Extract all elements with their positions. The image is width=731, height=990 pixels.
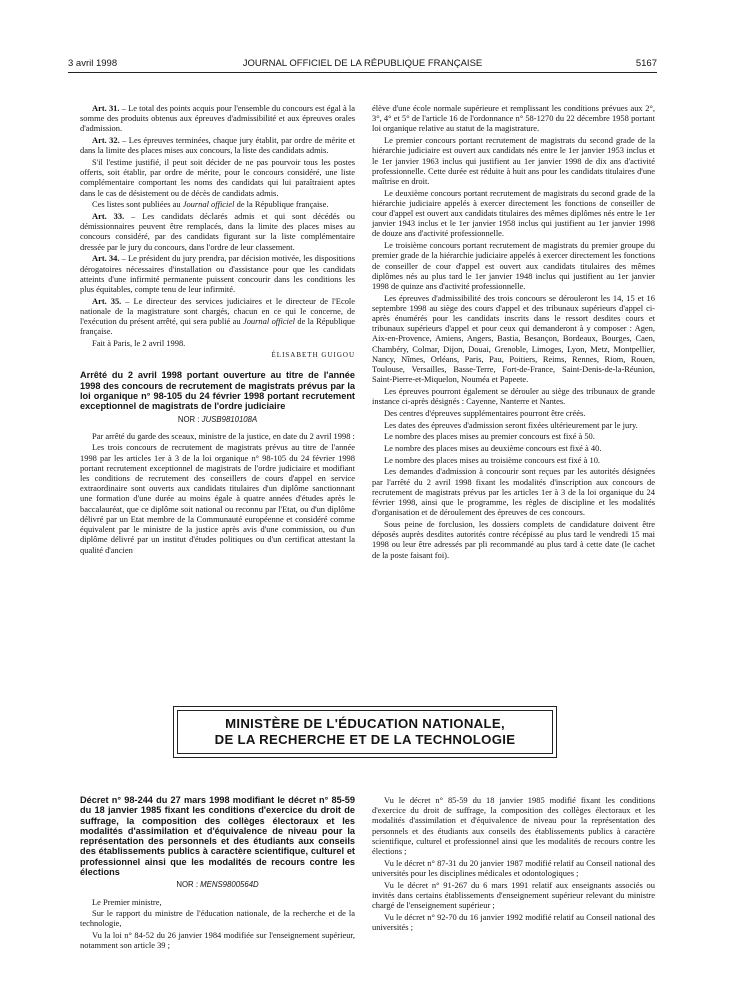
nor-code-1: JUSB9810108A xyxy=(201,414,258,424)
paragraph-troisieme-concours: Le troisième concours portant recrutement de magistrats du premier groupe du premier grade de la hiérarchie judiciaire appelés à exercer directement les fonctions de conseiller de cour d'appel est ouvert aux candidats titulaires des mêmes diplômes nés au plus tard le 1er janvier 1948 inclus qui justifient au 1er janvier 1998 de quinze ans d'activité professionnelle. xyxy=(372,240,655,291)
paragraph-listes-b: de la République française. xyxy=(234,199,329,210)
article-33-label: Art. 33. xyxy=(92,211,125,222)
paragraph-premier-ministre: Le Premier ministre, xyxy=(92,896,162,907)
arrete-title: Arrêté du 2 avril 1998 portant ouverture au titre de l'année 1998 des concours de recrutement de magistrats prévus par la loi organique n° 98-105 du 24 février 1998 portant recrutement exceptionnel de magistrats de l'ordre judiciaire xyxy=(80,370,355,412)
paragraph-vu-decret-87-31: Vu le décret n° 87-31 du 20 janvier 1987 modifié relatif au Conseil national des universités pour les disciplines médicales et odontologiques ; xyxy=(372,857,655,878)
signature: ÉLISABETH GUIGOU xyxy=(271,351,355,360)
header-rule xyxy=(68,72,657,73)
article-35 xyxy=(80,296,355,337)
ministry-heading xyxy=(177,710,553,754)
nor-reference-2 xyxy=(80,880,355,890)
nor-label-2: NOR : xyxy=(176,880,201,890)
places-deuxieme-concours: Le nombre des places mises au deuxième concours est fixé à 40. xyxy=(384,443,602,453)
article-35-label: Art. 35. xyxy=(92,295,122,306)
article-33-text: – Les candidats déclarés admis et qui sont décédés ou démissionnaires peuvent être remplacés, dans la limite des places mises au concours considéré, par des candidats figurant sur la liste complémentaire dressée par le jury du concours, dans l'ordre de leur classement. xyxy=(80,211,355,252)
paragraph-listes-a: Ces listes sont publiées au xyxy=(92,199,183,210)
paragraph-forclusion: Sous peine de forclusion, les dossiers complets de candidature doivent être déposés auprès desdites autorités contre récépissé au plus tard le vendredi 15 mai 1998 ou leur être adressés par pli recommandé au plus tard à cette date (le cachet de la poste faisant foi). xyxy=(372,518,655,560)
paragraph-vu-loi: Vu la loi n° 84-52 du 26 janvier 1984 modifiée sur l'enseignement supérieur, notamment son article 39 ; xyxy=(80,930,355,951)
paragraph-garde-des-sceaux: Par arrêté du garde des sceaux, ministre de la justice, en date du 2 avril 1998 : xyxy=(92,430,355,441)
paragraph-vu-decret-85-59: Vu le décret n° 85-59 du 18 janvier 1985 modifié fixant les conditions d'exercice du droit de suffrage, la composition des collèges électoraux et les modalités d'assimilation et d'équivalence de niveau pour la représentation des personnels et des étudiants aux conseils des établissements publics à caractère scientifique, culturel et professionnel ainsi que les modalités de recours contre les élections ; xyxy=(372,795,655,857)
decret-title: Décret n° 98-244 du 27 mars 1998 modifiant le décret n° 85-59 du 18 janvier 1985 fixant les conditions d'exercice du droit de suffrage, la composition des collèges électoraux et les modalités d'assimilation et d'équivalence de niveau pour la représentation des personnels et des étudiants aux conseils des établissements publics à caractère scientifique, culturel et professionnel ainsi que les modalités de recours contre les élections xyxy=(80,795,355,878)
article-31-label: Art. 31. xyxy=(92,103,120,113)
nor-code-2: MENS9800564D xyxy=(200,880,259,890)
paragraph-eleve: élève d'une école normale supérieure et remplissant les conditions prévues aux 2°, 3°, 4° et 5° de l'article 16 de l'ordonnance n° 58-1270 du 22 décembre 1958 portant loi organique relative au statut de la magistrature. xyxy=(372,103,655,134)
article-34 xyxy=(80,253,355,294)
places-premier-concours: Le nombre des places mises au premier concours est fixé à 50. xyxy=(384,431,595,442)
nor-label-1: NOR : xyxy=(177,414,202,424)
paragraph-listes xyxy=(80,199,355,209)
paragraph-premier-concours: Le premier concours portant recrutement de magistrats du second grade de la hiérarchie judiciaire est ouvert aux candidats nés entre le 1er janvier 1953 inclus et le 1er janvier 1963 inclus qui justifient au 1er janvier 1998 de dix ans d'activité professionnelle. Cette durée est réduite à huit ans pour les candidats titulaires d'une maîtrise en droit. xyxy=(372,135,655,186)
column-upper-right xyxy=(372,103,655,561)
paragraph-dates-admission: Les dates des épreuves d'admission seront fixées ultérieurement par le jury. xyxy=(384,419,638,430)
header-date: 3 avril 1998 xyxy=(68,58,118,69)
paragraph-epreuves-tribunaux: Les épreuves pourront également se dérouler au siège des tribunaux de grande instance ci-après désignés : Cayenne, Nanterre et Nantes. xyxy=(372,385,655,407)
ministry-heading-box xyxy=(173,706,557,758)
column-lower-right xyxy=(372,795,655,934)
ministry-heading-line-1: MINISTÈRE DE L'ÉDUCATION NATIONALE, xyxy=(225,716,505,731)
article-32-label: Art. 32. xyxy=(92,135,120,146)
nor-reference-1 xyxy=(80,415,355,425)
paragraph-vu-decret-91-267: Vu le décret n° 91-267 du 6 mars 1991 relatif aux enseignants associés ou invités dans certains établissements d'enseignement supérieur relevant du ministre chargé de l'enseignement supérieur ; xyxy=(372,879,655,911)
article-31-text: – Le total des points acquis pour l'ensemble du concours est égal à la somme des produits obtenus aux épreuves d'admissibilité et aux épreuves orales d'admission. xyxy=(80,103,355,134)
article-33 xyxy=(80,211,355,252)
column-upper-left xyxy=(80,103,355,556)
paragraph-rapport: Sur le rapport du ministre de l'éducation nationale, de la recherche et de la technologie, xyxy=(80,908,355,929)
article-32-text: – Les épreuves terminées, chaque jury établit, par ordre de mérite et dans la limite des places mises aux concours, la liste des candidats admis. xyxy=(80,135,355,156)
paragraph-demandes-admission: Les demandes d'admission à concourir sont reçues par les autorités désignées par l'arrêté du 2 avril 1998 fixant les modalités d'inscription aux concours de recrutement de magistrats prévus par les articles 1er à 3 de la loi organique du 24 février 1998, ainsi que le programme, les règles de discipline et les modalités d'organisation et de déroulement des épreuves de ces concours. xyxy=(372,466,655,518)
article-34-label: Art. 34. xyxy=(92,253,120,264)
article-32 xyxy=(80,135,355,155)
paragraph-jury: S'il l'estime justifié, il peut soit décider de ne pas pourvoir tous les postes offerts, soit établir, par ordre de mérite, pour le concours considéré, une liste complémentaire comportant les noms des candidats qui lui paraîtraient aptes dans le cas de désistement ou de décès de candidats admis. xyxy=(80,157,355,198)
places-troisieme-concours: Le nombre des places mises au troisième concours est fixé à 10. xyxy=(384,454,601,465)
paragraph-epreuves-admissibilite: Les épreuves d'admissibilité des trois concours se dérouleront les 14, 15 et 16 septembre 1998 au siège des cours d'appel et des tribunaux supérieurs d'appel ci-après énumérés pour les candidats inscrits dans le ressort desdites cours et tribunaux supérieurs d'appel et pour ceux qui demanderont à y composer : Agen, Aix-en-Provence, Amiens, Angers, Bastia, Besançon, Bordeaux, Bourges, Caen, Chambéry, Colmar, Dijon, Douai, Grenoble, Limoges, Lyon, Metz, Montpellier, Nancy, Nîmes, Orléans, Paris, Pau, Poitiers, Reims, Rennes, Riom, Rouen, Toulouse, Versailles, Basse-Terre, Fort-de-France, Saint-Denis-de-la-Réunion, Saint-Pierre-et-Miquelon, Nouméa et Papeete. xyxy=(372,292,655,385)
article-34-text: – Le président du jury prendra, par décision motivée, les dispositions dérogatoires nécessaires d'installation ou d'assistance pour que les candidats atteints d'une infirmité permanente puissent concourir dans les conditions les plus équitables, compte tenu de leur infirmité. xyxy=(80,253,355,294)
journal-officiel-ref-2: Journal officiel xyxy=(242,316,295,327)
ministry-heading-line-2: DE LA RECHERCHE ET DE LA TECHNOLOGIE xyxy=(214,732,516,747)
article-35-text-a: – Le directeur des services judiciaires et le directeur de l'Ecole nationale de la magistrature sont chargés, chacun en ce qui le concerne, de l'exécution du présent arrêté, qui sera publié au xyxy=(80,295,355,327)
paragraph-trois-concours: Les trois concours de recrutement de magistrats prévus au titre de l'année 1998 par les articles 1er à 3 de la loi organique n° 98-105 du 24 février 1998 portant recrutement exceptionnel de magistrats de l'ordre judiciaire et modifiant les conditions de recrutement des conseillers de cours d'appel en service extraordinaire sont ouverts aux candidats titulaires d'un diplôme sanctionnant une formation d'une durée au moins égale à quatre années d'études après le baccalauréat, que ce diplôme soit national ou reconnu par l'Etat, ou d'un diplôme délivré par un Etat membre de la Communauté européenne et considéré comme équivalent par le ministre de la justice après avis d'une commission, ou d'un diplôme délivré par un institut d'études politiques ou d'un certificat attestant la qualité d'ancien xyxy=(80,442,355,555)
header-page-number: 5167 xyxy=(635,58,657,69)
column-lower-left xyxy=(80,795,355,952)
fait-a-paris: Fait à Paris, le 2 avril 1998. xyxy=(92,337,186,348)
article-35-text-b: de la République française. xyxy=(80,316,355,337)
journal-officiel-ref: Journal officiel xyxy=(182,199,235,210)
paragraph-deuxieme-concours: Le deuxième concours portant recrutement de magistrats du second grade de la hiérarchie judiciaire appelés à exercer directement les fonctions de conseiller de cour d'appel est ouvert aux candidats titulaires des mêmes diplômes nés entre le 1er janvier 1943 inclus et le 1er janvier 1958 inclus qui justifient au 1er janvier 1998 de douze ans d'activité professionnelle. xyxy=(372,187,655,239)
header-journal-title: JOURNAL OFFICIEL DE LA RÉPUBLIQUE FRANÇAISE xyxy=(242,58,483,69)
page-header xyxy=(68,58,657,72)
paragraph-vu-decret-92-70: Vu le décret n° 92-70 du 16 janvier 1992 modifié relatif au Conseil national des universités ; xyxy=(372,911,655,932)
article-31 xyxy=(80,103,355,134)
paragraph-centres: Des centres d'épreuves supplémentaires pourront être créés. xyxy=(384,407,586,418)
